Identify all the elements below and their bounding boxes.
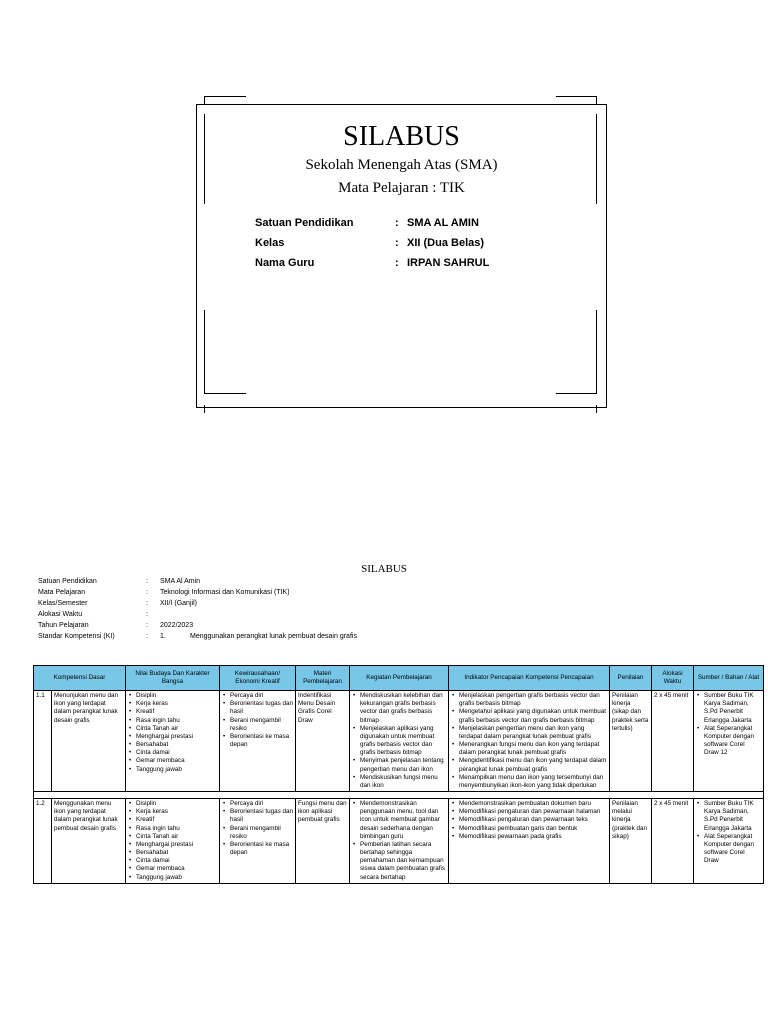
- meta-row: [38, 620, 357, 631]
- kegiatan-item: • Pemberian latihan secara bertahap sehingga pemahaman dan kemampuan siswa dalam pembuatan grafis secara bertahap: [360, 841, 446, 882]
- cell-number: 1.2: [34, 799, 52, 884]
- cell-kegiatan: [350, 799, 449, 884]
- nilai-item: • Menghargai prestasi: [136, 733, 217, 741]
- table-header: Kegiatan Pembelajaran: [350, 666, 449, 691]
- sumber-item: • Alat Seperangkat Komputer dengan software Corel Draw 12: [704, 725, 761, 758]
- nilai-item: • Kreatif: [136, 708, 217, 716]
- table-header: Alokasi Waktu: [652, 666, 694, 691]
- nilai-item: • Cinta Tanah air: [136, 725, 217, 733]
- kewirausahaan-item: • Berorientasi tugas dan hasil: [230, 808, 293, 824]
- indikator-item: • Memodifikasi pengaturan dan pewarnaan halaman: [459, 808, 607, 816]
- cover-info-row: [255, 237, 489, 257]
- cell-alokasi: 2 x 45 menit: [652, 799, 694, 884]
- indikator-list: [451, 692, 607, 790]
- meta-value: Teknologi Informasi dan Komunikasi (TIK): [160, 589, 290, 596]
- kewirausahaan-item: • Berani mengambil resiko: [230, 717, 293, 733]
- meta-number: 1.: [160, 633, 166, 640]
- cell-nilai-budaya: [126, 691, 220, 792]
- sumber-item: • Sumber Buku TIK Karya Sadiman, S.Pd Penerbit Erlangga Jakarta: [704, 692, 761, 725]
- cover-info-row: [255, 217, 489, 237]
- crop-mark: [204, 405, 205, 413]
- info-label: Nama Guru: [255, 257, 315, 269]
- cover-page: [196, 104, 607, 408]
- indikator-item: • Memodifikasi pewarnaan pada grafis: [459, 833, 607, 841]
- indikator-item: • Menampilkan menu dan ikon yang tersembunyi dan menyembunyikan ikon-ikon yang tidak diperlukan: [459, 774, 607, 790]
- kewirausahaan-item: • Berani mengambil resiko: [230, 825, 293, 841]
- kegiatan-item: • Mendiskusikan kelebihan dan kekurangan grafis berbasis vector dan grafis berbasis bitmap: [360, 692, 446, 725]
- indikator-item: • Mendemonstrasikan pembuatan dokumen baru: [459, 800, 607, 808]
- cell-kegiatan: [350, 691, 449, 792]
- meta-row: [38, 587, 357, 598]
- nilai-item: • Rasa ingin tahu: [136, 717, 217, 725]
- nilai-item: • Kerja keras: [136, 808, 217, 816]
- indikator-item: • Menerangkan fungsi menu dan ikon yang terdapat dalam perangkat lunak pembuat grafis: [459, 741, 607, 757]
- cover-subject: Mata Pelajaran : TIK: [338, 180, 465, 196]
- nilai-item: • Disiplin: [136, 692, 217, 700]
- table-header: Kewirausahaan/ Ekonomi Kreatif: [220, 666, 296, 691]
- cell-indikator: [449, 691, 610, 792]
- meta-label: Satuan Pendidikan: [38, 578, 97, 585]
- indikator-item: • Menjelaskan pengertian grafis berbasis vector dan grafis berbasis bitmap: [459, 692, 607, 708]
- kegiatan-item: • Menjelaskan aplikasi yang digunakan untuk membuat grafis berbasis vector dan grafis berbasis bitmap: [360, 725, 446, 758]
- cell-alokasi: 2 x 45 menit: [652, 691, 694, 792]
- sumber-item: • Sumber Buku TIK Karya Sadiman, S.Pd Penerbit Erlangga Jakarta: [704, 800, 761, 833]
- crop-mark: [596, 96, 597, 105]
- table-header-row: [34, 666, 764, 691]
- separator-cell: [34, 792, 764, 799]
- cell-kompetensi-dasar: Menunjukan menu dan ikon yang terdapat dalam perangkat lunak desain grafis: [52, 691, 126, 792]
- crop-mark: [204, 96, 205, 105]
- meta-value: Menggunakan perangkat lunak pembuat desain grafis: [190, 633, 357, 640]
- kegiatan-list: [352, 692, 446, 790]
- kewirausahaan-item: • Berorientasi ke masa depan: [230, 733, 293, 749]
- indikator-item: • Memodifikasi pengaturan dan pewarnaan teks: [459, 816, 607, 824]
- nilai-item: • Cinta Tanah air: [136, 833, 217, 841]
- meta-sep: :: [146, 589, 148, 596]
- nilai-item: • Tanggung jawab: [136, 874, 217, 882]
- cell-sumber: [694, 799, 764, 884]
- meta-value: SMA Al Amin: [160, 578, 201, 585]
- cover-info-row: [255, 257, 489, 277]
- indikator-item: • Memodifikasi pembuatan garis dan bentuk: [459, 825, 607, 833]
- nilai-item: • Disiplin: [136, 800, 217, 808]
- page2-title: SILABUS: [361, 563, 407, 575]
- crop-mark: [204, 393, 246, 394]
- info-label: Kelas: [255, 237, 285, 249]
- cell-materi: Indentifikasi Menu Desain Grafis Corel Draw: [296, 691, 350, 792]
- row-separator: [34, 792, 764, 799]
- info-sep: :: [395, 217, 399, 229]
- kewirausahaan-item: • Percaya diri: [230, 800, 293, 808]
- info-value: XII (Dua Belas): [407, 237, 485, 249]
- meta-row: [38, 598, 357, 609]
- crop-mark: [204, 96, 246, 97]
- meta-sep: :: [146, 611, 148, 618]
- meta-sep: :: [146, 633, 148, 640]
- kewirausahaan-list: [222, 692, 293, 749]
- info-value: SMA AL AMIN: [407, 217, 479, 229]
- table-header: Nilai Budaya Dan Karakter Bangsa: [126, 666, 220, 691]
- crop-mark: [556, 96, 597, 97]
- meta-sep: :: [146, 578, 148, 585]
- nilai-item: • Kerja keras: [136, 700, 217, 708]
- indikator-item: • Mengetahui aplikasi yang digunakan untuk membuat grafis berbasis vector dan grafis berbasis bitmap: [459, 708, 607, 724]
- info-label: Satuan Pendidikan: [255, 217, 354, 229]
- indikator-list: [451, 800, 607, 841]
- nilai-item: • Gemar membaca: [136, 757, 217, 765]
- meta-label: Mata Pelajaran: [38, 589, 86, 596]
- meta-value: 2022/2023: [160, 622, 194, 629]
- crop-mark: [556, 393, 597, 394]
- table-header: Penilaian: [610, 666, 652, 691]
- nilai-list: [128, 800, 217, 882]
- meta-label: Kelas/Semester: [38, 600, 88, 607]
- crop-mark: [596, 310, 597, 394]
- meta-label: Standar Kompetensi (KI): [38, 633, 115, 640]
- cover-title: SILABUS: [343, 121, 460, 152]
- meta-label: Alokasi Waktu: [38, 611, 83, 618]
- nilai-item: • Tanggung jawab: [136, 766, 217, 774]
- nilai-item: • Cinta damai: [136, 749, 217, 757]
- cell-indikator: [449, 799, 610, 884]
- info-sep: :: [395, 237, 399, 249]
- info-sep: :: [395, 257, 399, 269]
- syllabus-meta: [38, 576, 357, 642]
- sumber-list: [696, 692, 761, 757]
- kegiatan-item: • Mendiskusikan fungsi menu dan ikon: [360, 774, 446, 790]
- cell-kewirausahaan: [220, 691, 296, 792]
- sumber-list: [696, 800, 761, 865]
- cell-sumber: [694, 691, 764, 792]
- indikator-item: • Menjelaskan pengertian menu dan ikon yang terdapat dalam perangkat lunak pembuat grafis: [459, 725, 607, 741]
- cover-subtitle: Sekolah Menengah Atas (SMA): [305, 157, 498, 173]
- kewirausahaan-item: • Berorientasi tugas dan hasil: [230, 700, 293, 716]
- cell-materi: Fungsi menu dan ikon aplikasi pembuat grafis: [296, 799, 350, 884]
- kegiatan-item: • Mendemonstrasikan penggunaan menu, tool dan icon untuk membuat gambar desain sederhana dengan bimbingan guru: [360, 800, 446, 841]
- nilai-item: • Gemar membaca: [136, 865, 217, 873]
- cell-penilaian: Penilaian kinerja (sikap dan praktek serta tertulis): [610, 691, 652, 792]
- crop-mark: [204, 114, 205, 204]
- meta-sep: :: [146, 622, 148, 629]
- indikator-item: • Mengidentifikasi menu dan ikon yang terdapat dalam perangkat lunak pembuat grafis: [459, 757, 607, 773]
- nilai-item: • Bersahabat: [136, 849, 217, 857]
- meta-row: [38, 609, 357, 620]
- table-row: [34, 691, 764, 792]
- nilai-item: • Bersahabat: [136, 741, 217, 749]
- nilai-list: [128, 692, 217, 774]
- cell-penilaian: Penilaian melalui kinerja (praktek dan sikap): [610, 799, 652, 884]
- crop-mark: [204, 310, 205, 394]
- table-row: [34, 799, 764, 884]
- cell-kompetensi-dasar: Menggunakan menu ikon yang terdapat dalam perangkat lunak pembuat desain grafis: [52, 799, 126, 884]
- kegiatan-list: [352, 800, 446, 882]
- meta-row: [38, 631, 357, 642]
- table-header: Materi Pembelajaran: [296, 666, 350, 691]
- table-header: Indikator Pencapaian Kompetensi Pencapaian: [449, 666, 610, 691]
- table-header: Kompetensi Dasar: [34, 666, 126, 691]
- kegiatan-item: • Menyimak penjelasan tentang pengertian menu dan ikon: [360, 757, 446, 773]
- cover-info: [255, 217, 489, 277]
- kewirausahaan-list: [222, 800, 293, 857]
- nilai-item: • Cinta damai: [136, 857, 217, 865]
- kewirausahaan-item: • Berorientasi ke masa depan: [230, 841, 293, 857]
- sumber-item: • Alat Seperangkat Komputer dengan software Corel Draw: [704, 833, 761, 866]
- cell-nilai-budaya: [126, 799, 220, 884]
- cell-number: 1.1: [34, 691, 52, 792]
- crop-mark: [596, 405, 597, 413]
- kewirausahaan-item: • Percaya diri: [230, 692, 293, 700]
- meta-sep: :: [146, 600, 148, 607]
- nilai-item: • Kreatif: [136, 816, 217, 824]
- meta-row: [38, 576, 357, 587]
- nilai-item: • Menghargai prestasi: [136, 841, 217, 849]
- meta-label: Tahun Pelajaran: [38, 622, 89, 629]
- nilai-item: • Rasa ingin tahu: [136, 825, 217, 833]
- crop-mark: [596, 114, 597, 204]
- info-value: IRPAN SAHRUL: [407, 257, 490, 269]
- cell-kewirausahaan: [220, 799, 296, 884]
- table-header: Sumber / Bahan / Alat: [694, 666, 764, 691]
- meta-value: XII/I (Ganjil): [160, 600, 197, 607]
- syllabus-table: [33, 665, 764, 884]
